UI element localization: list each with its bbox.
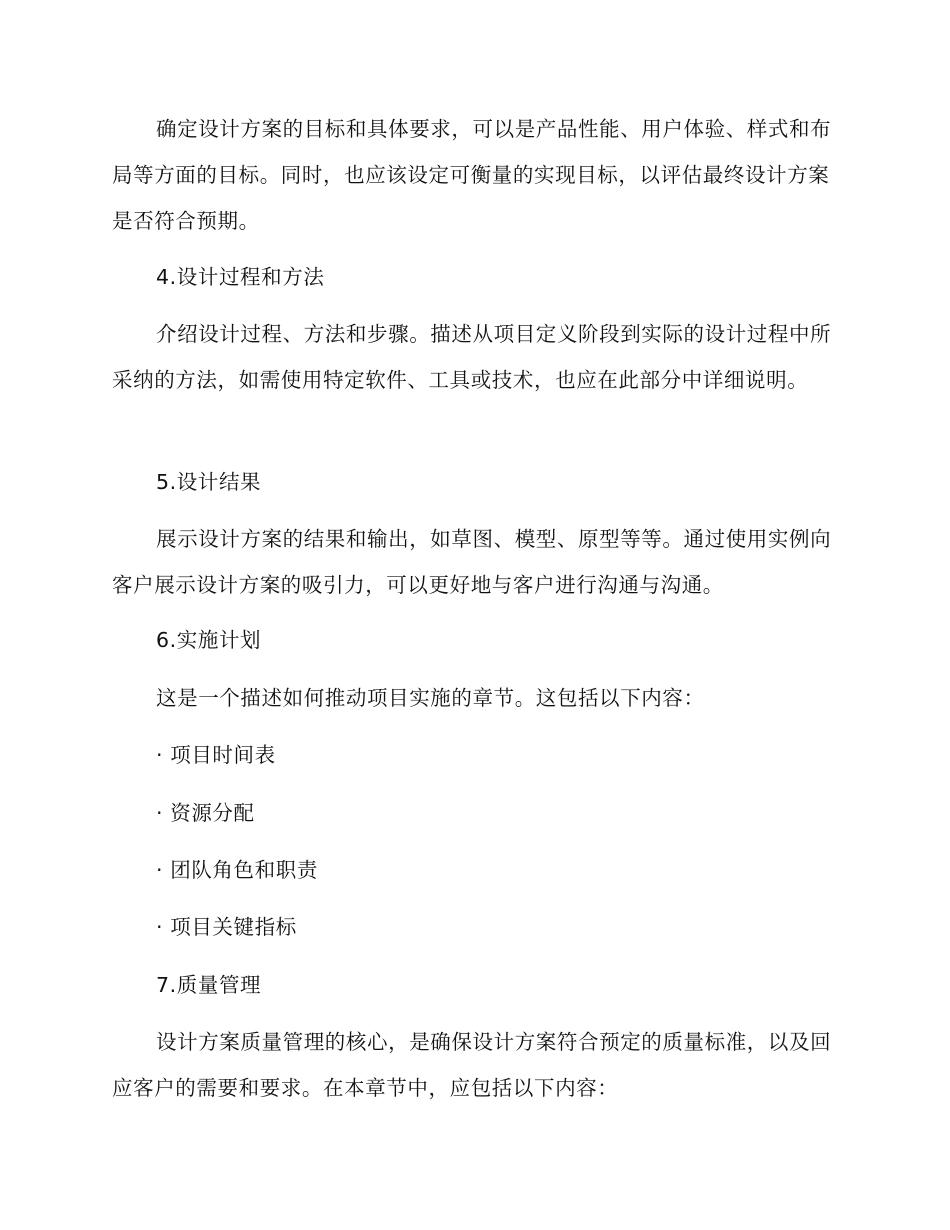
- heading-design-results: 5.设计结果: [156, 470, 262, 494]
- paragraph-design-results: 展示设计方案的结果和输出，如草图、模型、原型等等。通过使用实例向客户展示设计方案的吸引力，可以更好地与客户进行沟通与沟通。: [112, 527, 832, 597]
- bullet-item-team-roles: · 团队角色和职责: [156, 858, 318, 882]
- heading-implementation-plan: 6.实施计划: [156, 628, 262, 652]
- bullet-item-key-metrics: · 项目关键指标: [156, 915, 297, 939]
- heading-quality-management: 7.质量管理: [156, 973, 262, 997]
- paragraph-quality-management: 设计方案质量管理的核心，是确保设计方案符合预定的质量标准，以及回应客户的需要和要求。在本章节中，应包括以下内容：: [112, 1030, 832, 1100]
- paragraph-implementation-intro: 这是一个描述如何推动项目实施的章节。这包括以下内容：: [156, 686, 705, 710]
- bullet-item-resources: · 资源分配: [156, 801, 255, 825]
- heading-design-process: 4.设计过程和方法: [156, 265, 325, 289]
- paragraph-design-goals: 确定设计方案的目标和具体要求，可以是产品性能、用户体验、样式和布局等方面的目标。同时，也应该设定可衡量的实现目标，以评估最终设计方案是否符合预期。: [112, 117, 832, 233]
- paragraph-design-process: 介绍设计过程、方法和步骤。描述从项目定义阶段到实际的设计过程中所采纳的方法，如需使用特定软件、工具或技术，也应在此部分中详细说明。: [112, 322, 832, 392]
- bullet-item-timeline: · 项目时间表: [156, 743, 276, 767]
